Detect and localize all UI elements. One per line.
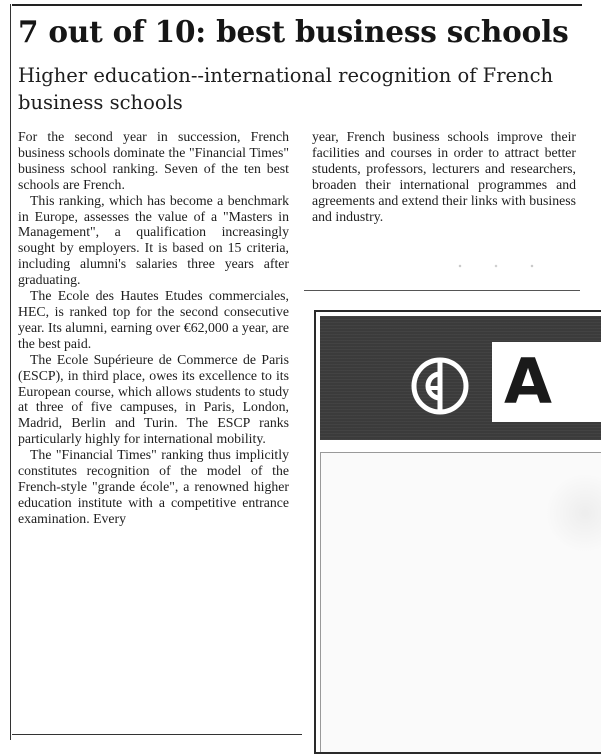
column-rule: [304, 290, 580, 291]
article-column-left: [18, 129, 289, 527]
article-paragraph: The Ecole des Hautes Etudes commerciales, HEC, is ranked top for the second consecutive year. Its alumni, earning over €62,000 a year, are the best paid.: [18, 288, 289, 351]
advertisement-brand-text: A: [492, 342, 601, 422]
article-paragraph-continued: year, French business schools improve their facilities and courses in order to attract better students, professors, lecturers and researchers, broaden their international programmes and agreements and extend their links with business and industry.: [312, 129, 576, 224]
scan-noise: [448, 260, 568, 272]
article-paragraph: For the second year in succession, French business schools dominate the "Financial Times" business school ranking. Seven of the ten best schools are French.: [18, 129, 289, 192]
article-paragraph: This ranking, which has become a benchmark in Europe, assesses the value of a "Masters in Management", a qualification increasingly sought by employers. It is based on 15 criteria, including alumni's salaries three years after graduating.: [18, 192, 289, 288]
circled-ad-logo-icon: [410, 356, 470, 416]
top-rule: [12, 4, 582, 6]
bottom-rule: [12, 734, 302, 735]
article-paragraph: The Ecole Supérieure de Commerce de Paris (ESCP), in third place, owes its excellence to its European course, which allows students to study at three of five campuses, in Paris, London, Madrid, Berlin and Turin. The ESCP ranks particularly highly for international mobility.: [18, 351, 289, 447]
article-headline: 7 out of 10: best business schools: [18, 14, 569, 49]
article-paragraph: The "Financial Times" ranking thus implicitly constitutes recognition of the model of the French-style "grande école", a renowned higher education institute with a competitive entrance examination. Every: [18, 447, 289, 526]
advertisement: [314, 310, 601, 754]
advertisement-banner: [320, 316, 601, 440]
article-column-right: [312, 129, 576, 224]
advertisement-body: [320, 452, 601, 753]
article-subheadline: Higher education--international recognition of French business schools: [18, 64, 554, 114]
left-column-rule: [10, 4, 11, 740]
